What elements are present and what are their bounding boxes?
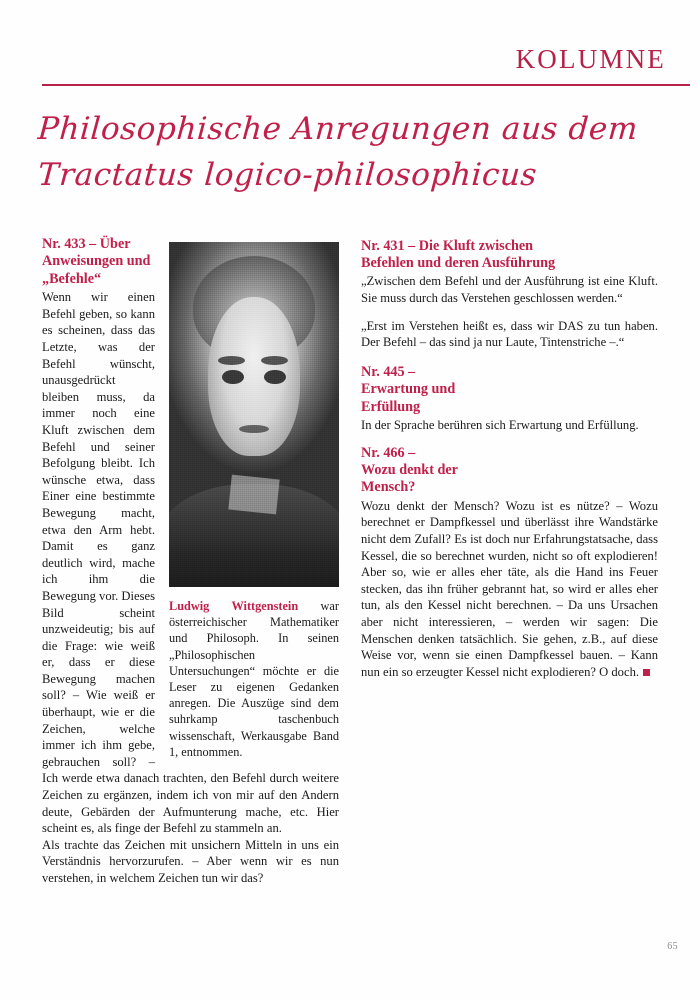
portrait-photo: [169, 242, 339, 587]
article-title-line-2: Tractatus logico-philosophicus: [36, 157, 539, 193]
section-heading-445-line-1: Nr. 445 –: [361, 363, 416, 380]
section-433-paragraph-2: Als trachte das Zeichen mit unsichern Mitteln in uns ein Verständnis hervorzurufen. – Aber wenn wir es nun verstehen, in welchem Zeichen tun wir das?: [42, 837, 339, 885]
section-433-paragraph-1: Wenn wir einen Befehl geben, so kann es scheinen, dass das Letzte, was der Befehl wünscht, unausgedrückt bleiben muss, da immer noch eine Kluft zwischen dem Befehl und seiner Befolgung bleibt. Ich wünsche etwa, dass Einer eine bestimmte Bewegung macht, etwa den Arm hebt. Damit es ganz deutlich wird, mache ich ihm die Bewegung vor. Dieses Bild scheint unzweideutig; bis auf die Frage: wie weiß er, dass er diese Bewegung machen soll? – Wie weiß er überhaupt, wie er die Zeichen, welche immer ich ihm gebe, gebrauchen soll? – Ich werde etwa danach trachten, den Befehl durch weitere Zeichen zu ergänzen, indem ich von mir auf den Andern deute, Gebärden der Aufmunterung mache, etc. Hier scheint es, als finge der Befehl zu stammeln an.: [42, 290, 339, 836]
article-body: [42, 236, 658, 896]
section-heading-466: [361, 445, 658, 497]
section-445-paragraph-1: In der Sprache berühren sich Erwartung und Erfüllung.: [361, 418, 639, 432]
section-heading-445-line-3: Erfüllung: [361, 398, 421, 415]
page-header-kolumne: KOLUMNE: [515, 44, 666, 74]
section-431-paragraph-1: „Zwischen dem Befehl und der Ausführung ist eine Kluft. Sie muss durch das Verstehen geschlossen werden.“: [361, 274, 658, 305]
section-heading-445-line-2: Erwartung und: [361, 381, 456, 398]
section-heading-433-line-3: „Befehle“: [42, 270, 102, 287]
end-of-article-mark: [643, 669, 650, 676]
section-heading-466-line-2: Wozu denkt der: [361, 462, 458, 478]
page-number: 65: [667, 941, 678, 952]
paragraph-spacer-3: [361, 434, 658, 445]
header-divider-rule: [42, 84, 690, 86]
figure-caption: [169, 598, 339, 760]
section-heading-445: [361, 364, 658, 416]
figure-portrait-block: [169, 242, 339, 760]
section-431-paragraph-2: „Erst im Verstehen heißt es, dass wir DAS zu tun haben. Der Befehl – das sind ja nur Laute, Tintenstriche –.“: [361, 318, 658, 350]
section-heading-433-line-2: Anweisungen und: [42, 253, 151, 270]
section-heading-431-line-2: Befehlen und deren Ausführung: [361, 255, 556, 271]
article-title-line-1: Philosophische Anregungen aus dem: [36, 111, 640, 147]
paragraph-spacer-2: [361, 307, 658, 318]
article-title: [38, 106, 668, 198]
photo-grain-overlay: [169, 242, 339, 587]
section-heading-433-line-1: Nr. 433 – Über: [42, 236, 131, 252]
section-heading-466-line-3: Mensch?: [361, 479, 416, 496]
section-466-paragraph-1: [361, 498, 658, 681]
section-heading-466-line-1: Nr. 466 –: [361, 444, 416, 461]
section-466-text: Wozu denkt der Mensch? Wozu ist es nütze? – Wozu berechnet er Dampfkessel und überlässt ihre Wandstärke nicht dem Zufall? Es ist doch nur Erfahrungstatsache, dass Kessel, die so berechnet wurden, nicht so oft explodieren! Aber so, wie er alles eher täte, als die Hand ins Feuer stecken, das ihn früher gebrannt hat, so wird er alles eher tun, als den Kessel nicht berechnen. – Da uns Ursachen aber nicht interessieren, – werden wir sagen: Die Menschen denken tatsächlich. Sie gehen, z.B., auf diese Weise vor, wenn sie einen Dampfkessel bauen. – Kann nun ein so erzeugter Kessel nicht explodieren? O doch.: [361, 498, 658, 679]
caption-text: war österreichischer Mathematiker und Philosoph. In seinen „Philosophischen Untersuchungen“ möchte er die Leser zu eigenen Gedanken anregen. Die Auszüge sind dem suhrkamp taschenbuch wissenschaft, Werkausgabe Band 1, entnommen.: [169, 599, 339, 759]
section-heading-431-line-1: Nr. 431 – Die Kluft zwischen: [361, 237, 534, 254]
section-heading-431: [361, 238, 658, 273]
caption-subject-name: Ludwig Wittgenstein: [169, 599, 299, 613]
